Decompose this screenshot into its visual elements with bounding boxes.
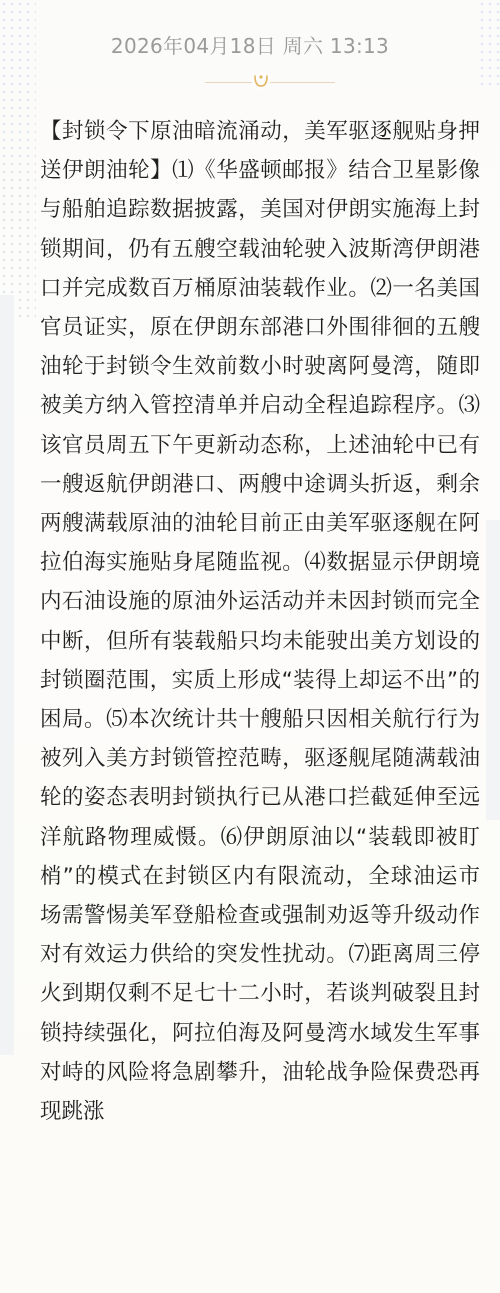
- article-text: ⑴《华盛顿邮报》结合卫星影像与船舶追踪数据披露，美国对伊朗实施海上封锁期间，仍有五艘空载油轮驶入波斯湾伊朗港口并完成数百万桶原油装载作业。⑵一名美国官员证实，原在伊朗东部港口外围徘徊的五艘油轮于封锁令生效前数小时驶离阿曼湾，随即被美方纳入管控清单并启动全程追踪程序。⑶该官员周五下午更新动态称，上述油轮中已有一艘返航伊朗港口、两艘中途调头折返，剩余两艘满载原油的油轮目前正由美军驱逐舰在阿拉伯海实施贴身尾随监视。⑷数据显示伊朗境内石油设施的原油外运活动并未因封锁而完全中断，但所有装载船只均未能驶出美方划设的封锁圈范围，实质上形成“装得上却运不出”的困局。⑸本次统计共十艘船只因相关航行行为被列入美方封锁管控范畴，驱逐舰尾随满载油轮的姿态表明封锁执行已从港口拦截延伸至远洋航路物理威慑。⑹伊朗原油以“装载即被盯梢”的模式在封锁区内有限流动，全球油运市场需警惕美军登船检查或强制劝返等升级动作对有效运力供给的突发性扰动。⑺距离周三停火到期仅剩不足七十二小时，若谈判破裂且封锁持续强化，阿拉伯海及阿曼湾水域发生军事对峙的风险将急剧攀升，油轮战争险保费恐再现跳涨: [40, 158, 480, 1125]
- background-panel: [0, 295, 14, 1055]
- post-timestamp: 2026年04月18日 周六 13:13: [110, 34, 390, 58]
- article-body: [40, 112, 480, 1131]
- article-title: 【封锁令下原油暗流涌动，美军驱逐舰贴身押送伊朗油轮】: [40, 119, 480, 184]
- divider-line: [205, 82, 335, 83]
- background-panel: [486, 520, 500, 820]
- decorative-flourish-icon: [252, 72, 270, 90]
